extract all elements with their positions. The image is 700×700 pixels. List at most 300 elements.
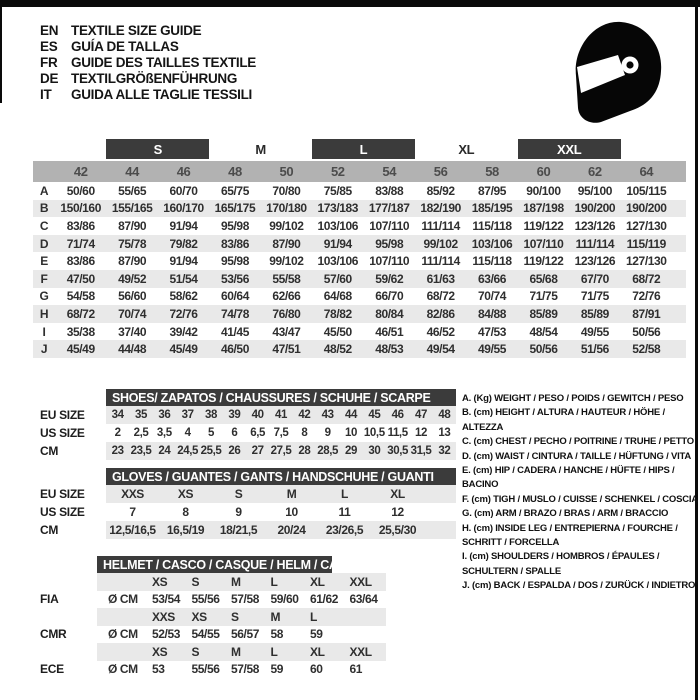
value-cell: 23 — [111, 445, 124, 457]
size-value-cell: 87/95 — [478, 183, 507, 198]
helmet-size-cell: L — [270, 644, 278, 659]
size-value-cell: 75/85 — [323, 183, 352, 198]
section-header-row — [33, 556, 386, 573]
left-border — [0, 7, 2, 103]
size-value-cell: 49/54 — [426, 342, 455, 357]
size-value-cell: 60/70 — [169, 183, 198, 198]
helmet-value-cell: 57/58 — [231, 662, 260, 677]
helmet-size-cell: XL — [310, 644, 325, 659]
helmet-value-cell: 53/54 — [152, 592, 181, 607]
row-label-spacer — [33, 573, 97, 591]
helmet-value-cell: 59/60 — [270, 592, 299, 607]
row-letter: C — [39, 218, 49, 233]
size-value-cell: 103/106 — [317, 254, 359, 269]
size-value-cell: 99/102 — [423, 236, 458, 251]
size-value-cell: 87/91 — [632, 306, 661, 321]
size-value-cell: 49/52 — [118, 271, 147, 286]
helmet-value-row — [33, 661, 386, 679]
value-cell: 12 — [391, 505, 404, 519]
helmet-size-band — [97, 643, 386, 661]
section-row — [33, 406, 456, 424]
size-value-cell: 170/180 — [266, 201, 307, 216]
value-cell: 42 — [298, 409, 311, 421]
size-value-cell: 63/66 — [478, 271, 507, 286]
helmet-value-cell: 53 — [152, 662, 165, 677]
size-value-cell: 51/54 — [169, 271, 198, 286]
size-value-cell: 41/45 — [220, 324, 249, 339]
value-cell: 8 — [301, 427, 308, 439]
size-value-cell: 85/92 — [426, 183, 455, 198]
helmet-value-cell: 55/56 — [191, 662, 220, 677]
helmet-size-cell: L — [270, 574, 278, 589]
value-cell: 46 — [391, 409, 404, 421]
value-cell: 24,5 — [177, 445, 199, 457]
value-cell: 40 — [251, 409, 264, 421]
size-value-cell: 95/98 — [375, 236, 404, 251]
value-cell: 16,5/19 — [166, 523, 205, 537]
helmet-value-cell: 55/56 — [191, 592, 220, 607]
value-cell: 13 — [438, 427, 451, 439]
section-title: SHOES/ ZAPATOS / CHAUSSURES / SCHUHE / SCARPE — [106, 389, 456, 406]
value-cell: 10 — [344, 427, 357, 439]
language-code: FR — [40, 55, 58, 70]
size-group-m: M — [255, 141, 266, 157]
value-cell: 23,5 — [130, 445, 152, 457]
language-row — [40, 23, 256, 39]
size-value-cell: 47/50 — [66, 271, 95, 286]
language-list — [40, 23, 256, 103]
row-letter: H — [39, 306, 49, 321]
size-value-cell: 103/106 — [317, 218, 359, 233]
helmet-value-cell: 63/64 — [349, 592, 378, 607]
legend-item-d: D. (cm) WAIST / CINTURA / TAILLE / HÜFTUNG / VITA — [462, 450, 692, 462]
guide-title: GUÍA DE TALLAS — [71, 39, 179, 54]
row-letter: F — [40, 271, 48, 286]
size-value-cell: 111/114 — [575, 236, 615, 251]
helmet-value-cell: 59 — [310, 627, 323, 642]
size-value-cell: 35/38 — [66, 324, 95, 339]
size-value-cell: 91/94 — [169, 218, 198, 233]
size-value-cell: 87/90 — [272, 236, 301, 251]
value-cell: 8 — [182, 505, 189, 519]
size-value-cell: 47/53 — [478, 324, 507, 339]
helmet-value-cell: 57/58 — [231, 592, 260, 607]
size-value-cell: 74/78 — [220, 306, 249, 321]
size-column-header: 54 — [382, 164, 397, 179]
size-value-cell: 83/88 — [375, 183, 404, 198]
size-value-cell: 123/126 — [574, 254, 616, 269]
helmet-icon — [567, 20, 667, 124]
helmet-size-cell: S — [191, 574, 200, 589]
size-value-cell: 45/49 — [169, 342, 198, 357]
size-value-cell: 66/70 — [375, 289, 404, 304]
size-value-cell: 127/130 — [626, 254, 667, 269]
measurement-row-j — [33, 340, 686, 358]
value-cell: L — [341, 487, 348, 501]
value-band — [106, 521, 456, 539]
size-value-cell: 71/74 — [66, 236, 95, 251]
unit-spacer — [97, 643, 149, 661]
value-cell: 7 — [129, 505, 136, 519]
measurement-row-i — [33, 323, 686, 341]
size-value-cell: 52/58 — [632, 342, 661, 357]
corner-cell — [33, 161, 55, 182]
size-value-cell: 115/118 — [472, 254, 512, 269]
section-title: HELMET / CASCO / CASQUE / HELM / CASCO — [97, 556, 332, 573]
section-row — [33, 424, 456, 442]
size-value-cell: 160/170 — [163, 201, 204, 216]
value-cell: 12 — [414, 427, 427, 439]
size-column-header: 60 — [536, 164, 551, 179]
value-cell: 37 — [181, 409, 194, 421]
size-value-cell: 54/58 — [66, 289, 95, 304]
helmet-size-cell: M — [231, 644, 241, 659]
size-value-cell: 47/51 — [272, 342, 301, 357]
size-value-cell: 72/76 — [169, 306, 198, 321]
value-cell: 12,5/16,5 — [109, 523, 156, 537]
row-label: EU SIZE — [40, 487, 85, 501]
size-value-cell: 46/52 — [426, 324, 455, 339]
size-value-cell: 173/183 — [317, 201, 359, 216]
size-value-cell: 71/75 — [580, 289, 609, 304]
size-value-cell: 105/115 — [626, 183, 667, 198]
unit-spacer — [97, 608, 149, 626]
legend-item-e: E. (cm) HIP / CADERA / HANCHE / HÜFTE / HIPS / BACINO — [462, 465, 675, 491]
value-band — [106, 424, 456, 442]
legend-item-j: J. (cm) BACK / ESPALDA / DOS / ZURÜCK / INDIETRO — [462, 580, 696, 592]
language-code: DE — [40, 71, 59, 86]
size-value-cell: 82/86 — [426, 306, 455, 321]
racing-helmet-icon — [567, 20, 667, 124]
value-cell: 2,5 — [133, 427, 149, 439]
legend-item-i: I. (cm) SHOULDERS / HOMBROS / ÉPAULES / SCHULTERN / SPALLE — [462, 551, 660, 577]
value-cell: 24 — [158, 445, 171, 457]
value-cell: 30,5 — [387, 445, 409, 457]
size-column-header: 56 — [433, 164, 448, 179]
guide-title: GUIDA ALLE TAGLIE TESSILI — [71, 87, 252, 102]
helmet-value-cell: 60 — [310, 662, 323, 677]
helmet-size-cell: L — [310, 609, 317, 624]
language-row — [40, 87, 256, 103]
language-row — [40, 39, 256, 55]
size-value-cell: 49/55 — [580, 324, 609, 339]
size-value-cell: 43/47 — [272, 324, 301, 339]
size-value-cell: 95/98 — [220, 254, 249, 269]
value-cell: 26 — [228, 445, 241, 457]
measurement-row-a — [33, 182, 686, 200]
size-group-l: L — [312, 139, 415, 159]
row-label-spacer — [33, 608, 97, 626]
diameter-unit-label: Ø CM — [108, 592, 138, 607]
size-column-header: 58 — [485, 164, 499, 179]
size-value-cell: 53/56 — [220, 271, 249, 286]
value-cell: 28 — [298, 445, 311, 457]
value-cell: 5 — [207, 427, 214, 439]
size-value-cell: 78/82 — [323, 306, 352, 321]
section-label-spacer — [33, 556, 97, 573]
size-group-xl: XL — [458, 141, 475, 157]
value-cell: 30 — [368, 445, 381, 457]
size-value-cell: 70/80 — [272, 183, 301, 198]
size-value-cell: 155/165 — [111, 201, 153, 216]
size-value-cell: 84/88 — [478, 306, 507, 321]
helmet-size-cell: XS — [152, 644, 168, 659]
size-value-cell: 65/75 — [220, 183, 249, 198]
size-value-cell: 165/175 — [214, 201, 256, 216]
value-cell: 47 — [414, 409, 427, 421]
helmet-size-cell: S — [231, 609, 239, 624]
row-letter: B — [39, 201, 49, 216]
size-value-cell: 99/102 — [269, 218, 304, 233]
row-letter: D — [39, 236, 49, 251]
size-value-cell: 68/72 — [426, 289, 455, 304]
size-value-cell: 90/100 — [526, 183, 561, 198]
legend-item-h: H. (cm) INSIDE LEG / ENTREPIERNA / FOURCHE / SCHRITT / FORCELLA — [462, 522, 678, 549]
size-value-cell: 46/50 — [220, 342, 249, 357]
legend-item-b: B. (cm) HEIGHT / ALTURA / HAUTEUR / HÖHE / ALTEZZA — [462, 407, 665, 433]
language-row — [40, 71, 256, 87]
value-cell: 3,5 — [156, 427, 172, 439]
size-value-cell: 61/63 — [426, 271, 455, 286]
value-cell: 11,5 — [387, 427, 408, 439]
section-row — [33, 442, 456, 460]
value-cell: 43 — [321, 409, 334, 421]
size-value-cell: 57/60 — [323, 271, 352, 286]
size-group-row — [33, 139, 686, 159]
row-label: EU SIZE — [40, 408, 85, 422]
helmet-value-cell: 61 — [349, 662, 363, 677]
helmet-size-row — [33, 643, 386, 661]
standard-label: CMR — [40, 627, 67, 642]
value-cell: 27 — [251, 445, 264, 457]
size-value-cell: 91/94 — [169, 254, 198, 269]
size-value-cell: 39/42 — [169, 324, 198, 339]
legend-item-f: F. (cm) TIGH / MUSLO / CUISSE / SCHENKEL / COSCIA — [462, 493, 698, 505]
size-column-header: 52 — [330, 164, 345, 179]
gloves-table — [33, 468, 456, 539]
value-cell: 20/24 — [277, 523, 306, 537]
size-value-cell: 50/60 — [66, 183, 95, 198]
value-cell: XS — [177, 487, 194, 501]
size-value-cell: 91/94 — [323, 236, 352, 251]
helmet-value-cell: 52/53 — [152, 627, 181, 642]
unit-spacer — [97, 573, 149, 591]
size-value-cell: 115/118 — [472, 218, 512, 233]
size-value-cell: 50/56 — [632, 324, 661, 339]
helmet-value-band — [97, 591, 386, 609]
size-value-cell: 59/62 — [375, 271, 404, 286]
size-value-cell: 55/58 — [272, 271, 301, 286]
size-group-s: S — [106, 139, 209, 159]
size-value-cell: 80/84 — [375, 306, 404, 321]
size-value-cell: 85/89 — [580, 306, 609, 321]
row-letter: E — [40, 254, 48, 269]
language-code: IT — [40, 87, 52, 102]
size-value-cell: 111/114 — [421, 254, 460, 269]
section-label-spacer — [33, 389, 106, 406]
size-value-cell: 107/110 — [523, 236, 564, 251]
measurement-row-g — [33, 288, 686, 306]
size-value-cell: 103/106 — [471, 236, 513, 251]
size-value-cell: 51/56 — [580, 342, 609, 357]
value-cell: 9 — [324, 427, 331, 439]
row-label: US SIZE — [40, 426, 85, 440]
size-value-cell: 46/51 — [375, 324, 404, 339]
helmet-value-band — [97, 626, 386, 644]
helmet-value-row — [33, 626, 386, 644]
value-band — [106, 503, 456, 521]
section-row — [33, 521, 456, 539]
helmet-size-cell: XXS — [152, 609, 175, 624]
legend-item-a: A. (Kg) WEIGHT / PESO / POIDS / GEWITCH / PESO — [462, 393, 684, 404]
size-value-cell: 75/78 — [118, 236, 147, 251]
row-label-spacer — [33, 643, 97, 661]
size-value-cell: 190/200 — [574, 201, 616, 216]
size-value-cell: 190/200 — [626, 201, 667, 216]
size-value-cell: 72/76 — [632, 289, 661, 304]
helmet-size-band — [97, 608, 386, 626]
size-value-cell: 60/64 — [220, 289, 249, 304]
size-value-cell: 182/190 — [420, 201, 461, 216]
measurement-row-f — [33, 270, 686, 288]
section-label-spacer — [33, 468, 106, 485]
value-cell: 38 — [204, 409, 217, 421]
size-value-cell: 67/70 — [580, 271, 609, 286]
measurement-row-d — [33, 235, 686, 253]
standard-label: FIA — [40, 592, 59, 607]
size-columns-row — [33, 161, 686, 182]
size-value-cell: 48/54 — [529, 324, 558, 339]
section-header-row — [33, 468, 456, 485]
row-label: US SIZE — [40, 505, 85, 519]
row-letter: J — [40, 342, 48, 357]
size-value-cell: 70/74 — [478, 289, 507, 304]
size-value-cell: 95/100 — [577, 183, 613, 198]
helmet-size-cell: XS — [152, 574, 168, 589]
value-cell: 6 — [231, 427, 238, 439]
size-value-cell: 44/48 — [118, 342, 147, 357]
measurement-row-h — [33, 305, 686, 323]
size-value-cell: 95/98 — [220, 218, 249, 233]
section-header-row — [33, 389, 456, 406]
helmet-size-cell — [347, 608, 387, 626]
value-cell: 23/26,5 — [325, 523, 364, 537]
size-value-cell: 65/68 — [529, 271, 558, 286]
value-cell: 39 — [228, 409, 241, 421]
diameter-unit-label: Ø CM — [108, 662, 138, 677]
guide-title: TEXTILE SIZE GUIDE — [71, 23, 202, 38]
value-cell: 45 — [368, 409, 381, 421]
right-border — [695, 7, 698, 700]
value-cell: 31,5 — [410, 445, 432, 457]
value-cell: 10,5 — [363, 427, 385, 439]
size-value-cell: 48/52 — [323, 342, 352, 357]
value-band — [106, 406, 456, 424]
value-cell: 2 — [114, 427, 121, 439]
value-cell: XL — [390, 487, 405, 501]
helmet-size-cell: XL — [310, 574, 325, 589]
size-value-cell: 70/74 — [118, 306, 147, 321]
language-code: EN — [40, 23, 59, 38]
size-value-cell: 87/90 — [118, 254, 147, 269]
size-value-cell: 64/68 — [323, 289, 352, 304]
value-cell: 10 — [285, 505, 298, 519]
standard-label: ECE — [40, 662, 64, 677]
helmet-size-cell: M — [231, 574, 241, 589]
helmet-size-cell: XXL — [349, 574, 372, 589]
measurement-row-b — [33, 200, 686, 218]
size-group-xxl: XXL — [518, 139, 621, 159]
value-cell: 29 — [344, 445, 357, 457]
size-value-cell: 56/60 — [118, 289, 147, 304]
section-title: GLOVES / GUANTES / GANTS / HANDSCHUHE / GUANTI — [106, 468, 456, 485]
size-value-cell: 127/130 — [626, 218, 667, 233]
top-border — [0, 0, 700, 7]
helmet-value-cell — [347, 626, 387, 644]
size-column-header: 64 — [639, 164, 654, 179]
size-value-cell: 177/187 — [368, 201, 410, 216]
size-value-cell: 99/102 — [269, 254, 304, 269]
size-value-cell: 48/53 — [375, 342, 404, 357]
helmet-size-cell: M — [270, 609, 281, 624]
size-value-cell: 107/110 — [369, 254, 410, 269]
size-value-cell: 185/195 — [471, 201, 513, 216]
measurement-row-e — [33, 252, 686, 270]
size-column-header: 44 — [125, 164, 139, 179]
size-value-cell: 119/122 — [523, 254, 564, 269]
diameter-unit-label: Ø CM — [108, 627, 138, 642]
value-cell: 28,5 — [317, 445, 339, 457]
value-cell: 6,5 — [250, 427, 266, 439]
value-band — [106, 442, 456, 460]
size-value-cell: 62/66 — [272, 289, 301, 304]
size-column-header: 46 — [176, 164, 191, 179]
helmet-value-cell: 61/62 — [310, 592, 339, 607]
size-column-header: 62 — [588, 164, 602, 179]
size-value-cell: 119/122 — [523, 218, 564, 233]
value-cell: 9 — [235, 505, 242, 519]
size-value-cell: 68/72 — [66, 306, 95, 321]
size-value-cell: 123/126 — [574, 218, 616, 233]
value-cell: 36 — [158, 409, 171, 421]
helmet-value-cell: 56/57 — [231, 627, 260, 642]
helmet-value-cell: 58 — [270, 627, 284, 642]
size-value-cell: 111/114 — [421, 218, 460, 233]
value-cell: M — [286, 487, 297, 501]
size-column-header: 50 — [279, 164, 294, 179]
size-value-cell: 45/50 — [323, 324, 352, 339]
helmet-size-row — [33, 573, 386, 591]
size-value-cell: 45/49 — [66, 342, 95, 357]
helmet-size-cell: XXL — [349, 644, 372, 659]
value-cell: 25,5 — [200, 445, 222, 457]
value-cell: 35 — [134, 409, 147, 421]
size-value-cell: 68/72 — [632, 271, 661, 286]
helmet-value-row — [33, 591, 386, 609]
value-cell: 11 — [338, 505, 351, 519]
measurement-row-c — [33, 217, 686, 235]
helmet-value-cell: 59 — [270, 662, 284, 677]
shoes-table — [33, 389, 456, 460]
size-value-cell: 83/86 — [66, 218, 95, 233]
size-value-cell: 76/80 — [272, 306, 301, 321]
size-column-header: 42 — [73, 164, 88, 179]
size-value-cell: 71/75 — [529, 289, 558, 304]
main-size-table — [33, 139, 686, 358]
value-cell: 18/21,5 — [219, 523, 258, 537]
size-value-cell: 85/89 — [529, 306, 558, 321]
section-row — [33, 485, 456, 503]
